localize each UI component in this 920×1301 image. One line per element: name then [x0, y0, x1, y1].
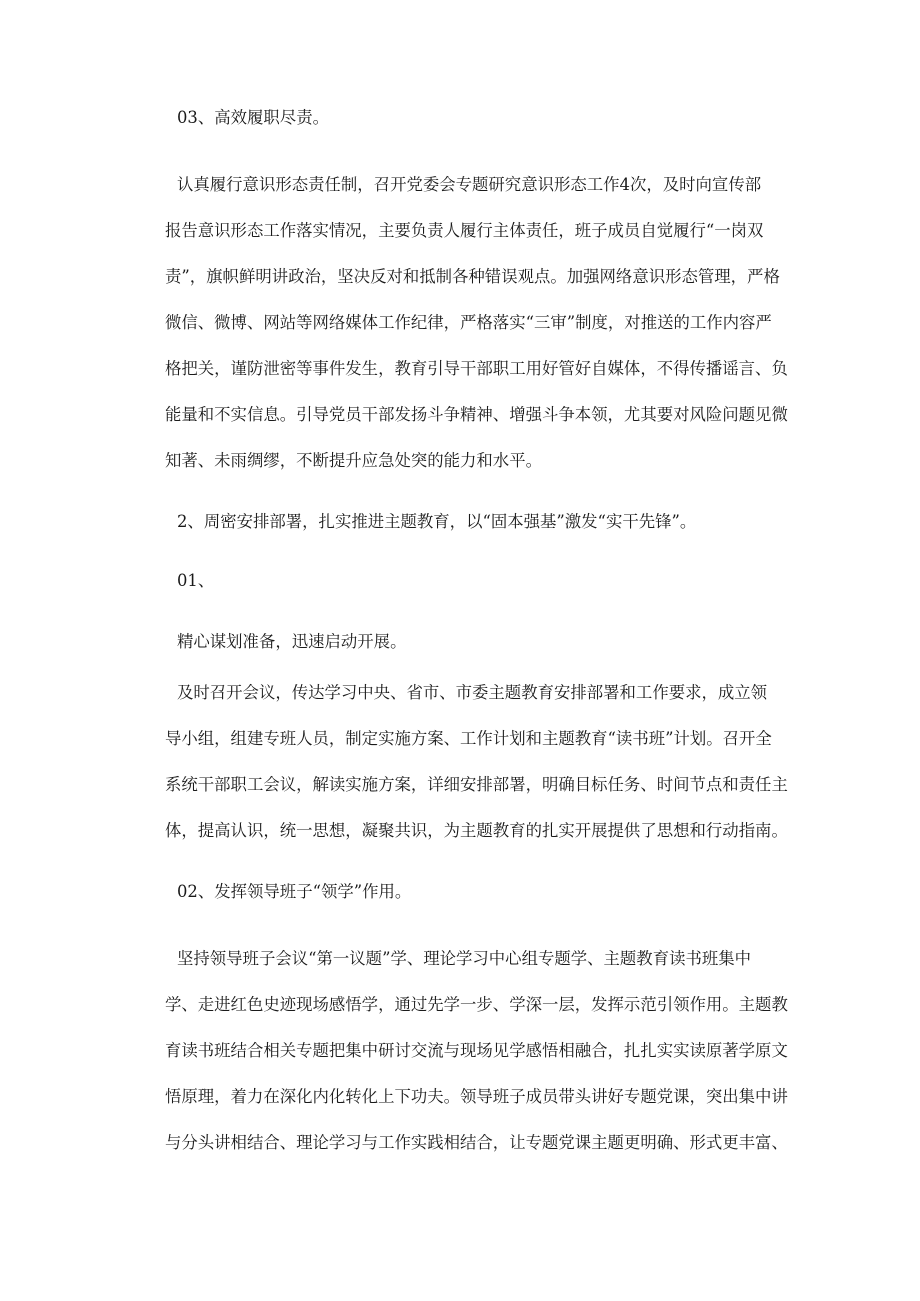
para1-line: 知著、未雨绸缪，不断提升应急处突的能力和水平。: [165, 451, 542, 470]
para3-line: 与分头讲相结合、理论学习与工作实践相结合，让专题党课主题更明确、形式更丰富、: [165, 1133, 788, 1152]
para1-line: 报告意识形态工作落实情况，主要负责人履行主体责任，班子成员自觉履行“一岗双: [165, 221, 764, 240]
para2-line: 导小组，组建专班人员，制定实施方案、工作计划和主题教育“读书班”计划。召开全: [165, 729, 772, 748]
para1-line: 格把关，谨防泄密等事件发生，教育引导干部职工用好管好自媒体，不得传播谣言、负: [165, 359, 788, 378]
para1-line: 认真履行意识形态责任制，召开党委会专题研究意识形态工作4次，及时向宣传部: [177, 175, 762, 194]
para3-line: 悟原理，着力在深化内化转化上下功夫。领导班子成员带头讲好专题党课，突出集中讲: [165, 1087, 788, 1106]
para1-line: 责”，旗帜鲜明讲政治，坚决反对和抵制各种错误观点。加强网络意识形态管理，严格: [165, 267, 780, 286]
heading-01: 01、: [177, 571, 215, 590]
para1-line: 微信、微博、网站等网络媒体工作纪律，严格落实“三审”制度，对推送的工作内容严: [165, 313, 772, 332]
heading-02: 02、发挥领导班子“领学”作用。: [177, 882, 412, 901]
heading-03: 03、高效履职尽责。: [177, 108, 329, 127]
section-2-heading: 2、周密安排部署，扎实推进主题教育，以“固本强基”激发“实干先锋”。: [177, 512, 697, 531]
para1-line: 能量和不实信息。引导党员干部发扬斗争精神、增强斗争本领，尤其要对风险问题见微: [165, 405, 788, 424]
para2-line: 体，提高认识，统一思想，凝聚共识，为主题教育的扎实开展提供了思想和行动指南。: [165, 821, 788, 840]
para3-line: 坚持领导班子会议“第一议题”学、理论学习中心组专题学、主题教育读书班集中: [177, 949, 752, 968]
subheading-01: 精心谋划准备，迅速启动开展。: [177, 632, 407, 651]
para2-line: 及时召开会议，传达学习中央、省市、市委主题教育安排部署和工作要求，成立领: [177, 683, 768, 702]
para2-line: 系统干部职工会议，解读实施方案，详细安排部署，明确目标任务、时间节点和责任主: [165, 775, 788, 794]
para3-line: 育读书班结合相关专题把集中研讨交流与现场见学感悟相融合，扎扎实实读原著学原文: [165, 1041, 788, 1060]
para3-line: 学、走进红色史迹现场感悟学，通过先学一步、学深一层，发挥示范引领作用。主题教: [165, 995, 788, 1014]
